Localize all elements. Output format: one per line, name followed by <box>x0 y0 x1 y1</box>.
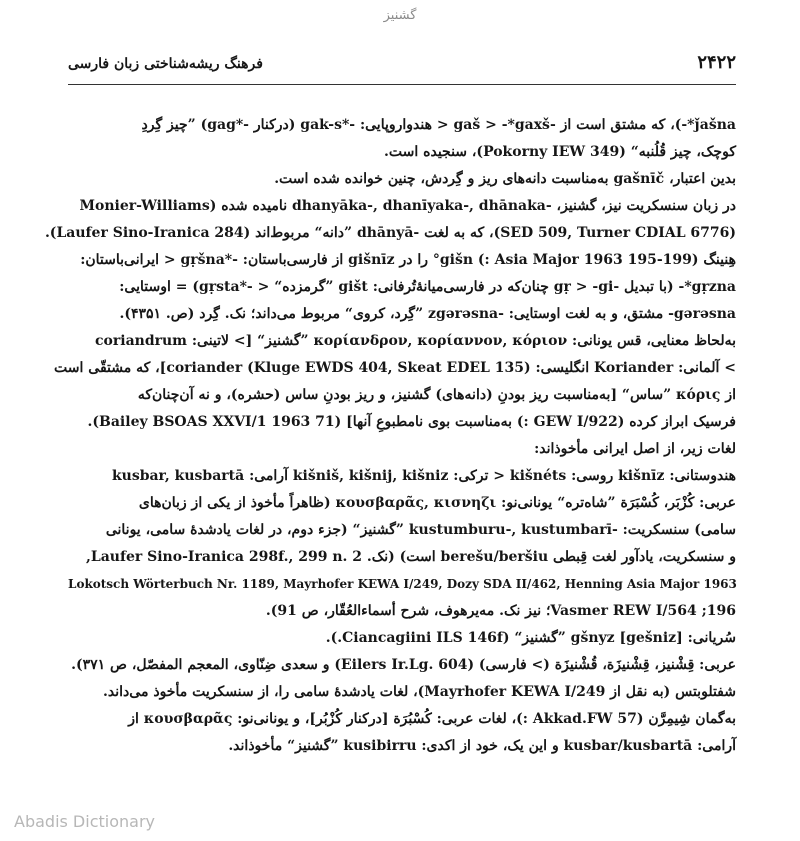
text-line: (SED 509, Turner CDIAL 6776)، که به لغت -dhānyā ”دانه“ مربوط‌اند (Laufer Sino-Iranica 284). <box>44 225 736 241</box>
book-title: فرهنگ ریشه‌شناختی زبان فارسی <box>68 56 263 72</box>
header-rule <box>68 84 736 85</box>
text-line: کوچک، چیز قُلُنبه“ (Pokorny IEW 349)، سنجیده است. <box>384 144 736 160</box>
text-line: سُریانی: gšnyz [gešniz] ”گشنیز“ (Ciancagiini ILS 146f.). <box>325 630 736 646</box>
text-line: فرسیک ابراز کرده (GEW I/922 :) به‌مناسبت بوی نامطبوعِ آنها] (Bailey BSOAS XXVI/1 1963 71). <box>87 414 736 430</box>
dictionary-entry-body <box>44 112 737 760</box>
text-line: لغات زیر، از اصل ایرانی مأخوذاند: <box>534 441 736 457</box>
text-line: به‌گمان شِیمِرَّن (Akkad.FW 57 :)، لغات عربی: کُسْبُرَة [درکنار کُزْبُر]، و یونانی‌نو: κουσβαρᾶς از <box>128 711 736 727</box>
reference-line: Lokotsch Wörterbuch Nr. 1189, Mayrhofer KEWA I/249, Dozy SDA II/462, Henning Asia Major 1963 <box>68 577 737 591</box>
text-line: هندوستانی: kišnīz روسی: kišnéts < ترکی: kišniš, kišnij, kišniz آرامی: kusbar, kusbartā <box>111 468 736 484</box>
text-line: و سنسکریت، یادآور لغت قِبطی berešu/beršiu است) (نک. Laufer Sino-Iranica 298f., 299 n. 2, <box>85 549 736 565</box>
watermark: Abadis Dictionary <box>14 812 155 831</box>
page-number: ۲۴۲۲ <box>697 52 736 73</box>
text-line: آرامی: kusbar/kusbartā و این یک، خود از اکدی: kusibirru ”گشنیز“ مأخوذاند. <box>228 738 736 754</box>
text-line: به‌لحاظ معنایی، قس یونانی: κορίανδρον, κορίαννον, κόριον ”گشنیز“ [> لاتینی: coriandrum <box>95 333 736 349</box>
text-line: عربی: کُزْبَر، کُسْبَرَة ”شاه‌تره“ یونانی‌نو: κουσβαρᾶς, κισνηζι (ظاهراً مأخوذ از یکی از زبان‌های <box>138 495 736 511</box>
text-line: هِنینگ (Asia Major 1963 195-199 :) gišn° را در gišnīz از فارسی‌باستان: -*gṛšna < ایرانی‌باستان: <box>80 252 736 268</box>
text-line: ‎*ǰašna-)، که مشتق است از -gaš > -*gaxš < هندواروپایی: -*gak-s (درکنار -*gag) ”چیز گِردِ <box>141 117 736 133</box>
text-line: > آلمانی: Koriander انگلیسی: coriander (Kluge EWDS 404, Skeat EDEL 135)]، که مشتقّی است <box>54 360 736 376</box>
text-line: در زبان سنسکریت نیز، گشنیز، -dhanyāka-, dhanīyaka-, dhānaka نامیده شده (Monier-Williams <box>79 198 736 214</box>
site-title: گشنیز <box>383 8 417 23</box>
text-line: از κόρις ”ساس“ [به‌مناسبت ریز بودنِ (دانه‌های) گشنیز، و ریز بودنِ ساس (حشره)، و نه آن‌چنان‌که <box>137 387 736 403</box>
text-line: شفتلوبتس (به نقل از Mayrhofer KEWA I/249)، لغات یادشدهٔ سامی را، از سنسکریت مأخوذ می‌داند. <box>103 684 736 700</box>
text-line: ‎*gṛzna- (با تبدیل -gṛ > -gi چنان‌که در فارسی‌میانهٔ‌تُرفانی: gišt ”گرمزده“ < -*gṛsta) = اوستایی: <box>119 279 736 295</box>
text-line: 196; Vasmer REW I/564؛ نیز نک. مه‌یرهوف، شرح أسماء‌العُقّار، ص 91). <box>265 603 736 619</box>
text-line: ‎-gərəsna مشتق، و به لغت اوستایی: -zgərəsna ”گِرد، کروی“ مربوط می‌داند؛ نک. گِرد (ص. ۴۳۵۱). <box>119 306 736 322</box>
page-header <box>68 52 736 82</box>
text-line: سامی) سنسکریت: -kustumburu-, kustumbarī ”گشنیز“ (جزء دوم، در لغات یادشدهٔ سامی، یونانی <box>105 522 736 538</box>
text-line: بدین اعتبار، gašnīč به‌مناسبت دانه‌های ریز و گِردش، چنین خوانده شده است. <box>274 171 736 187</box>
text-line: عربی: قِشْنیز، قِشْنیزَة، قُشْنیزَة (> فارسی) (Eilers Ir.Lg. 604) و سعدی ضِنّاوی، المعجم المفصّل، ص ۳۷۱). <box>71 657 736 673</box>
